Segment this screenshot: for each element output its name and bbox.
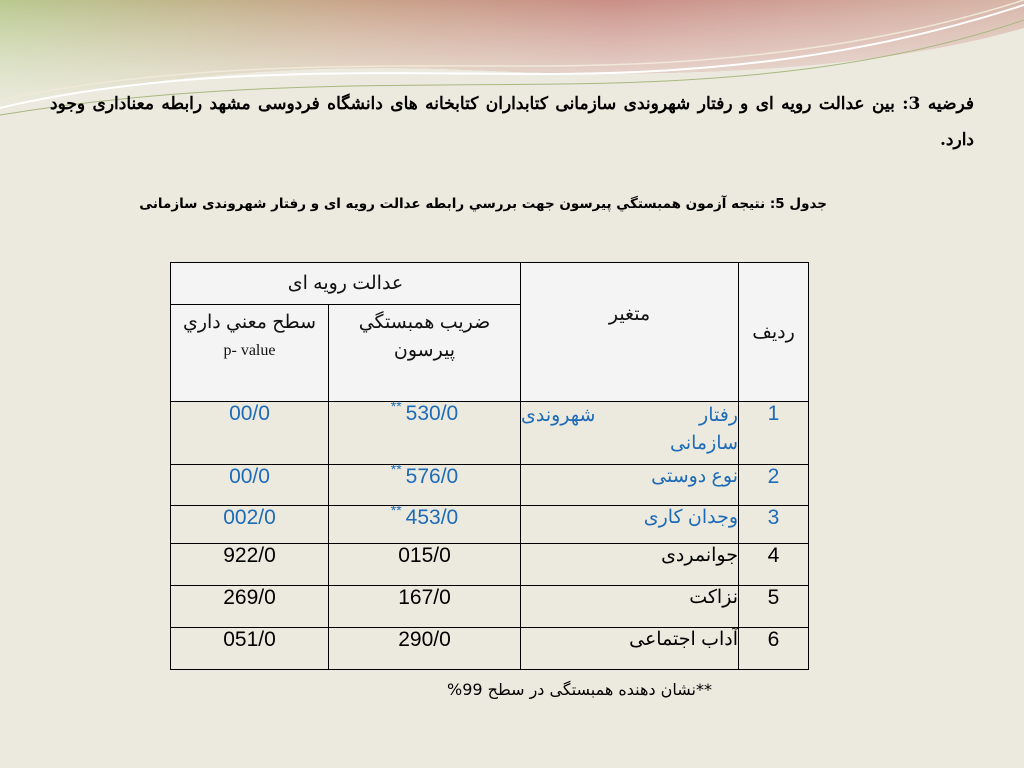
row-pvalue: 002/0	[171, 506, 329, 544]
header-row-no	[739, 263, 809, 402]
header-row	[171, 263, 809, 305]
row-variable-line2: سازمانی	[670, 433, 738, 454]
header-group	[171, 263, 521, 305]
row-no: 4	[739, 544, 809, 586]
row-variable: آداب اجتماعی	[521, 628, 739, 670]
row-variable-line1: رفتار شهروندی	[521, 405, 738, 426]
row-pearson	[329, 461, 521, 506]
header-pvalue-line2: p- value	[223, 342, 276, 359]
row-variable: وجدان کاری	[521, 506, 739, 544]
row-pearson-value: 576/0	[405, 465, 459, 488]
header-pearson-line1: ضريب همبستگي	[358, 312, 491, 333]
row-pvalue: 00/0	[171, 465, 329, 506]
table-row	[171, 465, 809, 506]
row-pvalue: 051/0	[171, 628, 329, 670]
row-pvalue: 922/0	[171, 544, 329, 586]
table-row	[171, 506, 809, 544]
row-pearson	[329, 398, 521, 465]
row-no: 3	[739, 506, 809, 544]
row-variable: نزاکت	[521, 586, 739, 628]
significance-stars: **	[390, 461, 402, 477]
header-group-label: عدالت رويه ای	[287, 273, 404, 294]
table-row	[171, 586, 809, 628]
significance-stars: **	[390, 502, 402, 518]
row-no: 6	[739, 628, 809, 670]
row-variable: نوع دوستی	[521, 465, 739, 506]
row-pearson	[329, 502, 521, 544]
row-pvalue: 269/0	[171, 586, 329, 628]
row-no: 1	[739, 402, 809, 465]
row-pearson: 167/0	[329, 586, 521, 628]
significance-stars: **	[390, 398, 402, 414]
row-pearson: 015/0	[329, 544, 521, 586]
row-pearson: 290/0	[329, 628, 521, 670]
row-pearson-value: 530/0	[405, 402, 459, 425]
header-variable	[521, 263, 739, 402]
row-no: 2	[739, 465, 809, 506]
row-pearson-value: 453/0	[405, 506, 459, 529]
table-footnote: **نشان دهنده همبستگی در سطح 99%	[446, 680, 712, 699]
row-variable: جوانمردی	[521, 544, 739, 586]
table-row	[171, 402, 809, 465]
row-no: 5	[739, 586, 809, 628]
table-caption: جدول 5: نتیجه آزمون همبستگي پيرسون جهت بررسي رابطه عدالت رويه ای و رفتار شهروندی سازمانی	[139, 196, 827, 212]
table-row	[171, 628, 809, 670]
row-variable	[521, 402, 739, 465]
header-pearson-line2: پيرسون	[393, 340, 456, 361]
row-pvalue: 00/0	[171, 402, 329, 465]
header-variable-label: متغير	[608, 304, 651, 325]
header-row-no-label: رديف	[752, 321, 795, 343]
correlation-table	[170, 262, 809, 670]
header-pvalue	[171, 305, 329, 402]
header-pvalue-line1: سطح معني داري	[182, 312, 317, 333]
hypothesis-text: فرضیه 3: بین عدالت رویه ای و رفتار شهروندی سازمانی کتابداران کتابخانه های دانشگاه فردوسی مشهد رابطه معناداری وجود دارد.	[50, 94, 975, 150]
table-row	[171, 544, 809, 586]
header-pearson	[329, 305, 521, 402]
